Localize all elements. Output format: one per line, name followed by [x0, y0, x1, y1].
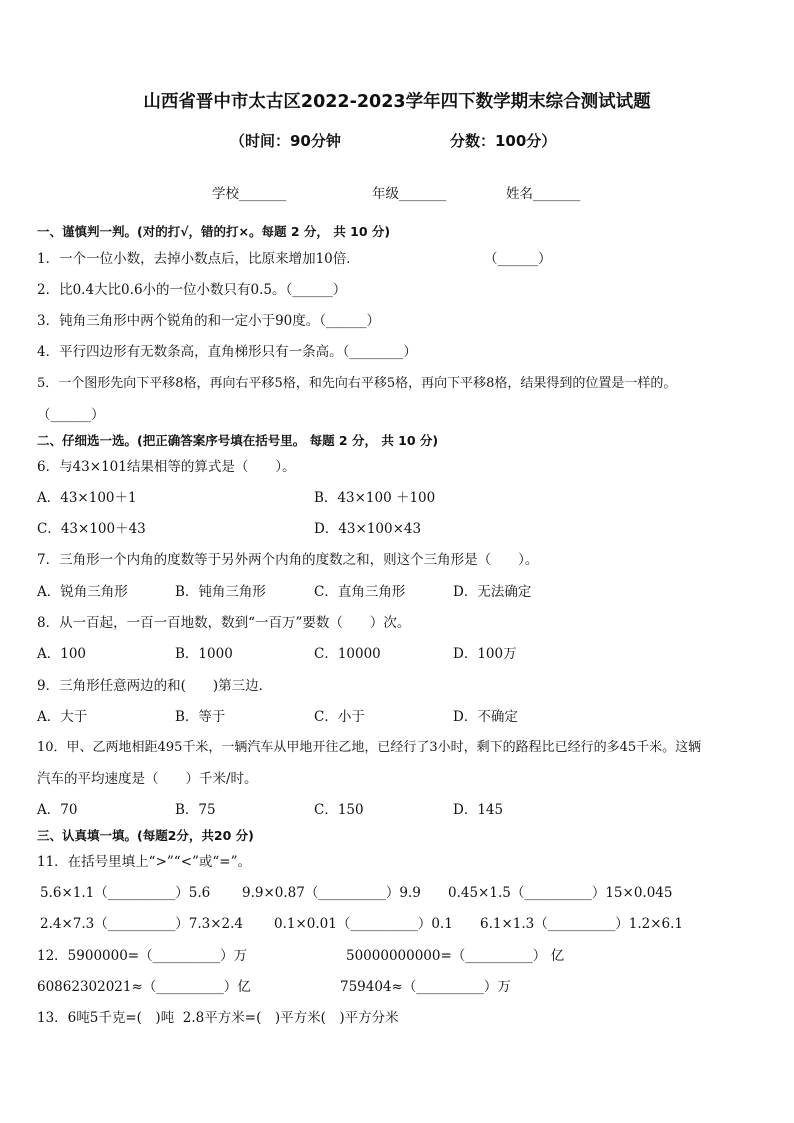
name-field: 姓名_______: [506, 186, 581, 202]
option-8d: D．100万: [453, 646, 517, 662]
question-13: 13．6吨5千克=( )吨 2.8平方米=( )平方米( )平方分米: [37, 1010, 399, 1026]
question-8: 8．从一百起，一百一百地数，数到“一百万”要数（ ）次。: [37, 615, 411, 631]
question-10-line-2: 汽车的平均速度是（ ）千米/时。: [37, 771, 258, 787]
option-8b: B．1000: [175, 646, 233, 662]
exam-score: 分数：100分）: [450, 132, 557, 150]
option-10b: B．75: [175, 802, 216, 818]
question-11-item-4: 2.4×7.3（__________）7.3×2.4: [40, 916, 244, 932]
option-9d: D．不确定: [453, 709, 518, 725]
question-9: 9．三角形任意两边的和( )第三边．: [37, 678, 273, 694]
question-12-part-1: 12．5900000=（__________）万: [37, 948, 248, 964]
question-11-item-2: 9.9×0.87（__________）9.9: [242, 885, 421, 901]
question-2: 2．比0.4大比0.6小的一位小数只有0.5。（______）: [37, 282, 347, 298]
section-3-heading: 三、认真填一填。(每题2分，共20 分): [37, 828, 254, 843]
question-11-item-3: 0.45×1.5（__________）15×0.045: [448, 885, 673, 901]
option-9a: A．大于: [37, 709, 88, 725]
option-6d: D．43×100×43: [314, 521, 422, 537]
question-12-part-2: 50000000000=（__________） 亿: [346, 948, 565, 964]
option-9c: C．小于: [314, 709, 365, 725]
option-7a: A．锐角三角形: [37, 584, 128, 600]
school-field: 学校_______: [212, 186, 287, 202]
option-10c: C．150: [314, 802, 364, 818]
question-3: 3．钝角三角形中两个锐角的和一定小于90度。（______）: [37, 313, 381, 329]
question-5: 5．一个图形先向下平移8格，再向右平移5格，和先向右平移5格，再向下平移8格，结果得到的位置是一样的。: [37, 376, 677, 391]
question-11-item-6: 6.1×1.3（__________）1.2×6.1: [480, 916, 684, 932]
option-8c: C．10000: [314, 646, 381, 662]
option-7b: B．钝角三角形: [175, 584, 266, 600]
page-title: 山西省晋中市太古区2022-2023学年四下数学期末综合测试试题: [143, 92, 651, 112]
option-8a: A．100: [37, 646, 87, 662]
option-6a: A．43×100＋1: [37, 490, 137, 506]
question-1: 1．一个一位小数，去掉小数点后，比原来增加10倍．: [37, 251, 360, 267]
question-4: 4．平行四边形有无数条高，直角梯形只有一条高。（________）: [37, 344, 417, 360]
question-11-item-5: 0.1×0.01（__________）0.1: [274, 916, 453, 932]
question-12-part-4: 759404≈（__________）万: [340, 979, 511, 995]
question-10-line-1: 10．甲、乙两地相距495千米，一辆汽车从甲地开往乙地，已经行了3小时，剩下的路程比已经行的多45千米。这辆: [37, 740, 702, 755]
question-1-blank: （______）: [484, 251, 552, 267]
section-2-heading: 二、仔细选一选。(把正确答案序号填在括号里。 每题 2 分， 共 10 分): [37, 433, 439, 448]
option-10d: D．145: [453, 802, 504, 818]
question-11-item-1: 5.6×1.1（__________）5.6: [40, 885, 211, 901]
exam-time: （时间：90分钟: [230, 132, 341, 150]
question-5-blank: （______）: [37, 407, 105, 423]
option-7c: C．直角三角形: [314, 584, 406, 600]
option-9b: B．等于: [175, 709, 226, 725]
section-1-heading: 一、谨慎判一判。(对的打√，错的打×。每题 2 分， 共 10 分): [37, 224, 391, 239]
grade-field: 年级_______: [372, 186, 447, 202]
question-7: 7．三角形一个内角的度数等于另外两个内角的度数之和，则这个三角形是（ ）。: [37, 552, 539, 568]
question-11: 11．在括号里填上“>”“<”或“=”。: [37, 854, 252, 870]
option-7d: D．无法确定: [453, 584, 532, 600]
question-12-part-3: 60862302021≈（__________）亿: [37, 979, 251, 995]
question-6: 6．与43×101结果相等的算式是（ ）。: [37, 459, 296, 475]
option-6c: C．43×100＋43: [37, 521, 146, 537]
option-6b: B．43×100 ＋100: [314, 490, 436, 506]
option-10a: A．70: [37, 802, 78, 818]
